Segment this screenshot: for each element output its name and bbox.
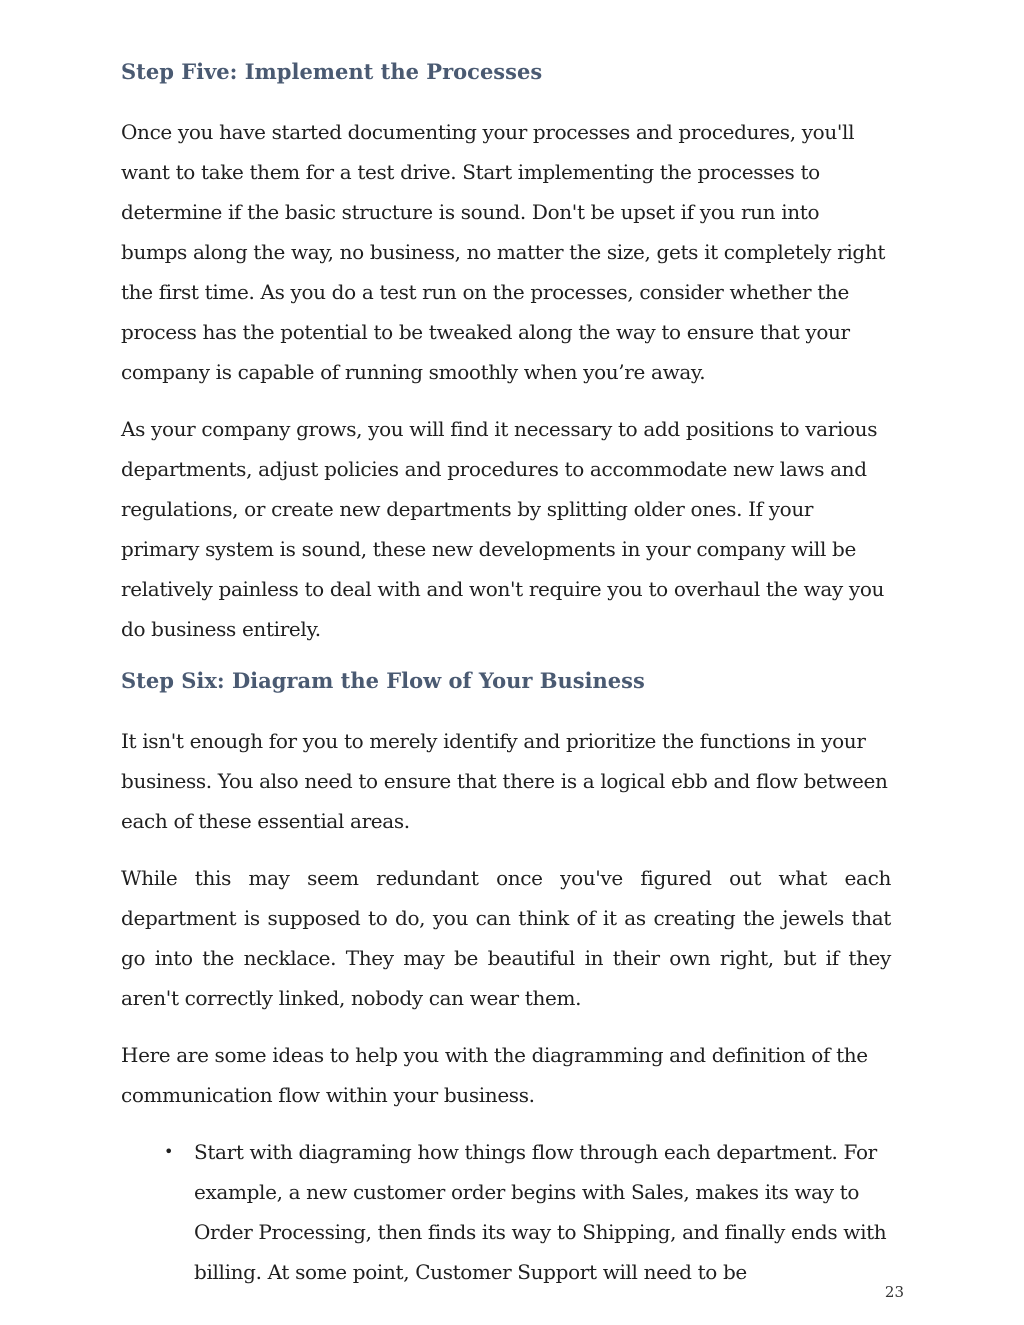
bullet-list: [121, 1132, 891, 1292]
section-heading-step-five: Step Five: Implement the Processes: [121, 59, 543, 84]
paragraph-step-five-2: As your company grows, you will find it necessary to add positions to various departments, adjust policies and procedures to accommodate new laws and regulations, or create new departments by splitting older ones. If your primary system is sound, these new developments in your company will be relatively painless to deal with and won't require you to overhaul the way you do business entirely.: [121, 417, 885, 641]
section-heading-step-six: Step Six: Diagram the Flow of Your Business: [121, 668, 645, 693]
bullet-icon: •: [164, 1142, 174, 1161]
page-content: [121, 56, 891, 1292]
paragraph-step-six-2: While this may seem redundant once you've figured out what each department is supposed to do, you can think of it as creating the jewels that go into the necklace. They may be beautiful in their own right, but if they aren't correctly linked, nobody can wear them.: [121, 866, 891, 1010]
paragraph-step-five-1: Once you have started documenting your processes and procedures, you'll want to take them for a test drive. Start implementing the processes to determine if the basic structure is sound. Don't be upset if you run into bumps along the way, no business, no matter the size, gets it completely right the first time. As you do a test run on the processes, consider whether the process has the potential to be tweaked along the way to ensure that your company is capable of running smoothly when you’re away.: [121, 120, 886, 384]
paragraph-step-six-3: Here are some ideas to help you with the diagramming and definition of the communication flow within your business.: [121, 1043, 868, 1107]
list-item: [164, 1132, 891, 1292]
page-number: 23: [884, 1283, 904, 1301]
paragraph-step-six-1: It isn't enough for you to merely identify and prioritize the functions in your business. You also need to ensure that there is a logical ebb and flow between each of these essential areas.: [121, 729, 888, 833]
list-item-text: Start with diagraming how things flow through each department. For example, a new customer order begins with Sales, makes its way to Order Processing, then finds its way to Shipping, and finally ends with billing. At some point, Customer Support will need to be: [194, 1140, 887, 1284]
